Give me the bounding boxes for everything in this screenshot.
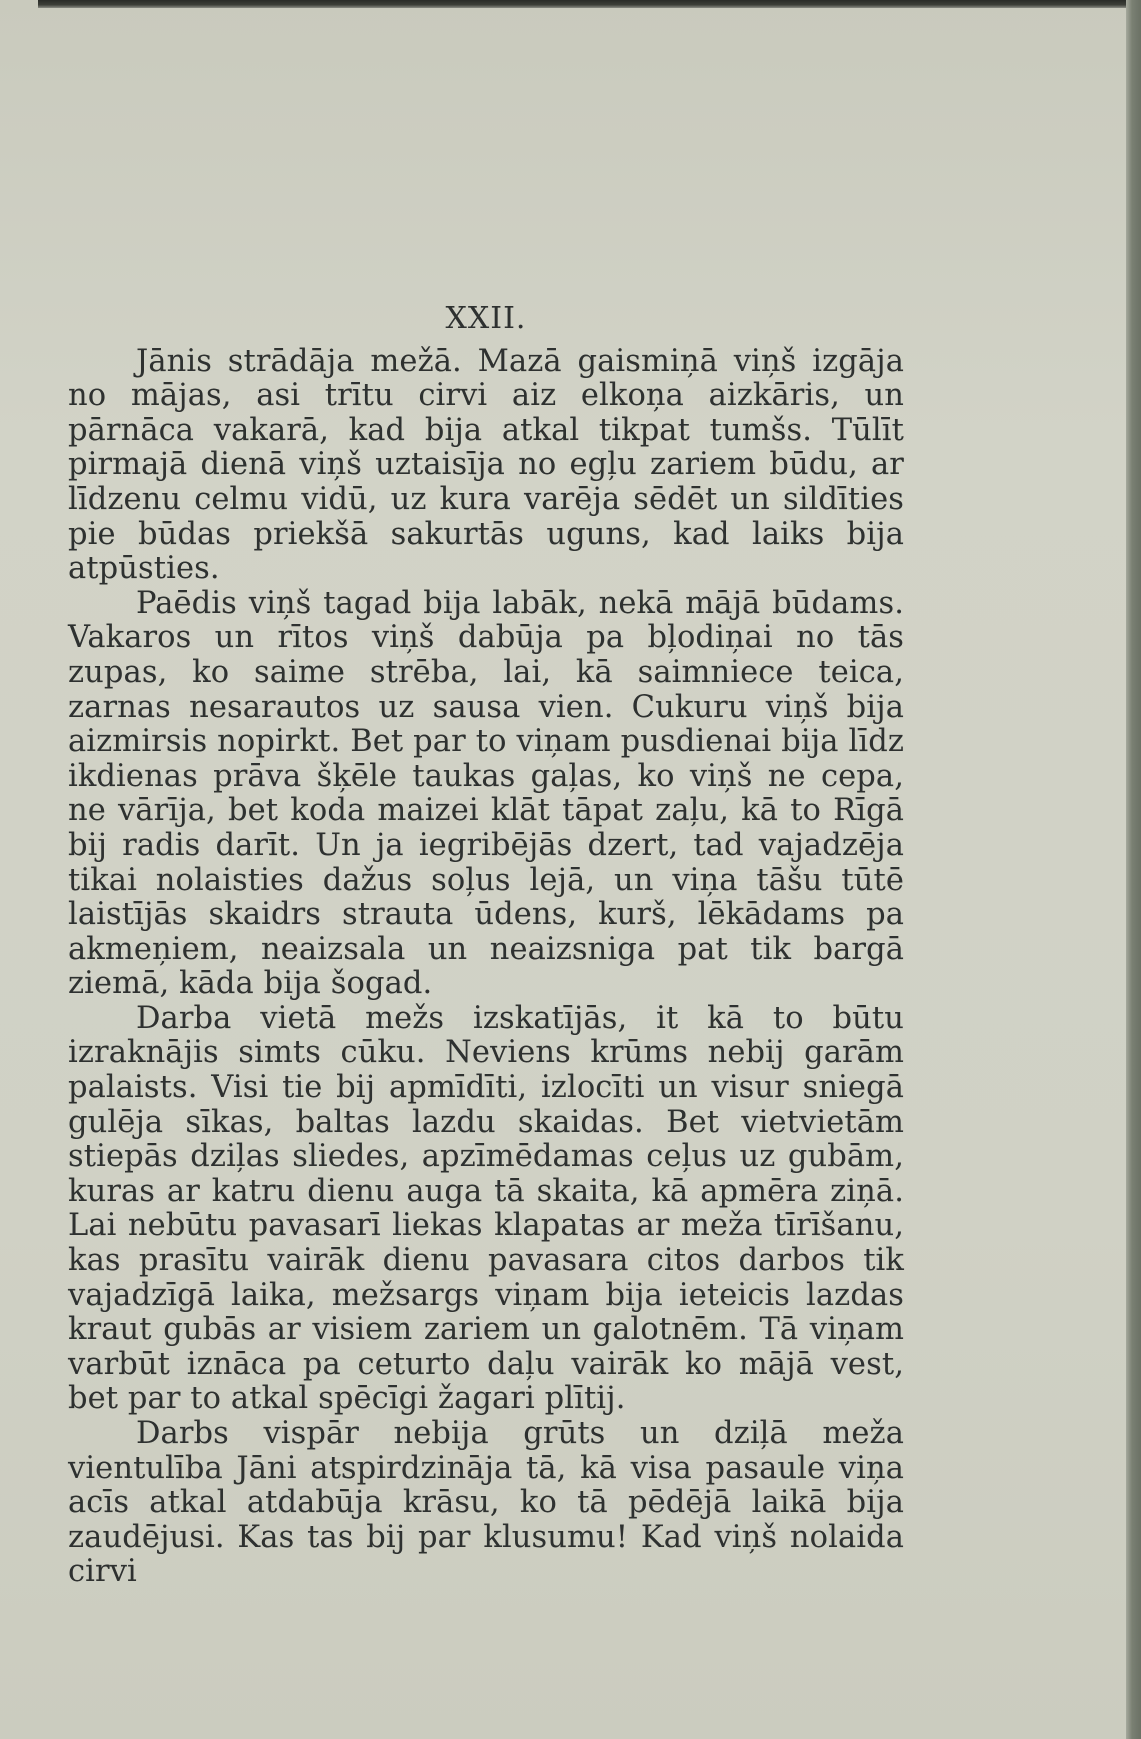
paragraph-3: Darba vietā mežs izskatījās, it kā to būtu izraknājis simts cūku. Neviens krūms nebij garām palaists. Visi tie bij apmīdīti, izlocīti un visur sniegā gulēja sīkas, baltas lazdu skaidas. Bet vietvietām stiepās dziļas sliedes, apzīmēdamas ceļus uz gubām, kuras ar katru dienu auga tā skaita, kā apmēra ziņā. Lai nebūtu pavasarī liekas klapatas ar meža tīrīšanu, kas prasītu vairāk dienu pavasara citos darbos tik vajadzīgā laika, mežsargs viņam bija ieteicis lazdas kraut gubās ar visiem zariem un galotnēm. Tā viņam varbūt iznāca pa ceturto daļu vairāk ko mājā vest, bet par to atkal spēcīgi žagari plītij. [68, 1000, 904, 1417]
paragraph-2: Paēdis viņš tagad bija labāk, nekā mājā būdams. Vakaros un rītos viņš dabūja pa bļodiņai no tās zupas, ko saime strēba, lai, kā saimniece teica, zarnas nesarautos uz sausa vien. Cukuru viņš bija aizmirsis nopirkt. Bet par to viņam pusdienai bija līdz ikdienas prāva šķēle taukas gaļas, ko viņš ne cepa, ne vārīja, bet koda maizei klāt tāpat zaļu, kā to Rīgā bij radis darīt. Un ja iegribējās dzert, tad vajadzēja tikai nolaisties dažus soļus lejā, un viņa tāšu tūtē laistījās skaidrs strauta ūdens, kurš, lēkādams pa akmeņiem, neaizsala un neaizsniga pat tik bargā ziemā, kāda bija šogad. [68, 585, 904, 1002]
page-top-shadow [38, 0, 1126, 8]
paragraph-4: Darbs vispār nebija grūts un dziļā meža vientulība Jāni atspirdzināja tā, kā visa pasaule viņa acīs atkal atdabūja krāsu, ko tā pēdējā laikā bija zaudējusi. Kas tas bij par klusumu! Kad viņš nolaida cirvi [68, 1416, 904, 1590]
paragraph-1: Jānis strādāja mežā. Mazā gaismiņā viņš izgāja no mājas, asi trītu cirvi aiz elkoņa aizkāris, un pārnāca vakarā, kad bija atkal tikpat tumšs. Tūlīt pirmajā dienā viņš uztaisīja no egļu zariem būdu, ar līdzenu celmu vidū, uz kura varēja sēdēt un sildīties pie būdas priekšā sakurtās uguns, kad laiks bija atpūsties. [68, 343, 904, 587]
page-text [68, 302, 904, 1590]
chapter-heading: XXII. [445, 301, 527, 336]
page-right-edge [1126, 0, 1141, 1739]
